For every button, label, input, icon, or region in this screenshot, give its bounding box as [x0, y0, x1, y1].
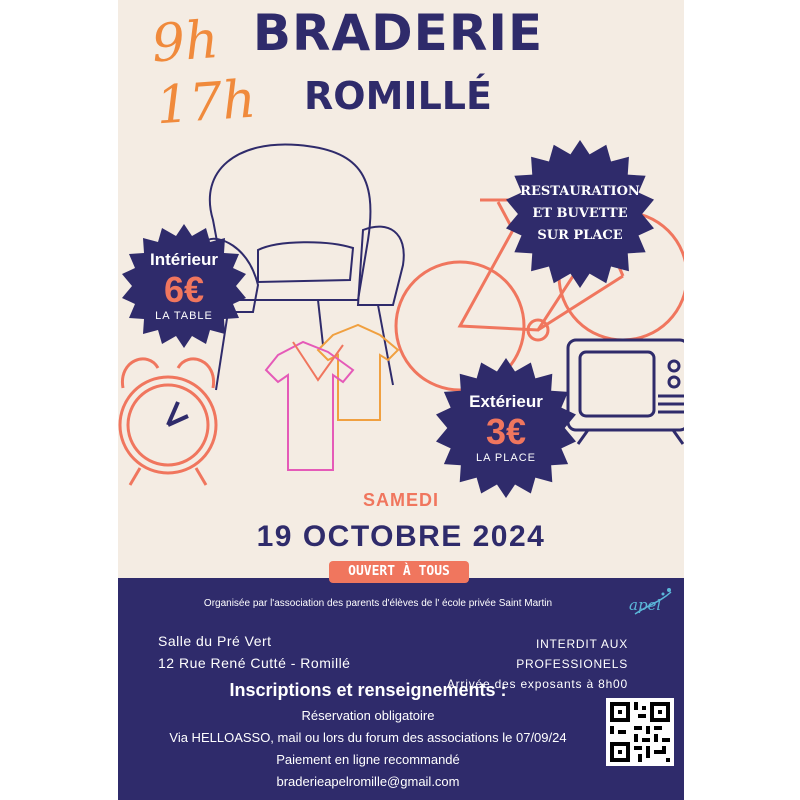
registration-line2: Via HELLOASSO, mail ou lors du forum des associations le 07/09/24: [169, 730, 567, 745]
badge-exterieur-unit: LA PLACE: [476, 452, 536, 464]
title-braderie: BRADERIE: [252, 4, 544, 62]
badge-interieur-label: Intérieur: [149, 250, 219, 269]
tv-icon: [568, 340, 684, 444]
qr-code-icon[interactable]: [606, 698, 674, 766]
notice-line2: Arrivée des exposants à 8h00: [446, 677, 628, 691]
badge-interieur-price: 6€: [163, 269, 205, 310]
registration-line3: Paiement en ligne recommandé: [276, 752, 460, 767]
open-badge: OUVERT À TOUS: [329, 561, 469, 583]
alarm-clock-icon: [120, 359, 216, 485]
address-line1: Salle du Pré Vert: [158, 633, 272, 649]
clothes-icon: [266, 325, 398, 470]
badge-exterieur: [436, 358, 576, 498]
badge-exterieur-label: Extérieur: [469, 392, 543, 411]
address: [158, 630, 350, 674]
apel-logo-text: apel: [629, 596, 662, 614]
event-date: 19 OCTOBRE 2024: [256, 520, 546, 553]
title-romille: ROMILLÉ: [304, 74, 492, 118]
restauration-line2: ET BUVETTE: [532, 206, 628, 221]
badge-interieur: [122, 224, 246, 348]
badge-restauration: [506, 140, 654, 288]
info-panel: [118, 578, 684, 800]
registration-line1: Réservation obligatoire: [301, 708, 435, 723]
hours-end: 17h: [154, 69, 258, 137]
badge-interieur-unit: LA TABLE: [155, 310, 213, 322]
restauration-line3: SUR PLACE: [537, 228, 623, 243]
organizer-text: Organisée par l'association des parents d'élèves de l' école privée Saint Martin: [203, 598, 553, 609]
notice-line1: INTERDIT AUX PROFESSIONELS: [516, 637, 628, 671]
badge-exterieur-price: 3€: [485, 411, 527, 452]
apel-logo: [625, 584, 675, 630]
poster: [118, 0, 684, 800]
hours-start: 9h: [149, 9, 221, 75]
registration-heading: Inscriptions et renseignements :: [229, 680, 507, 700]
day-label: SAMEDI: [362, 490, 439, 510]
restauration-line1: RESTAURATION: [520, 184, 640, 199]
address-line2: 12 Rue René Cutté - Romillé: [158, 655, 351, 671]
registration-email[interactable]: braderieapelromille@gmail.com: [276, 774, 460, 789]
